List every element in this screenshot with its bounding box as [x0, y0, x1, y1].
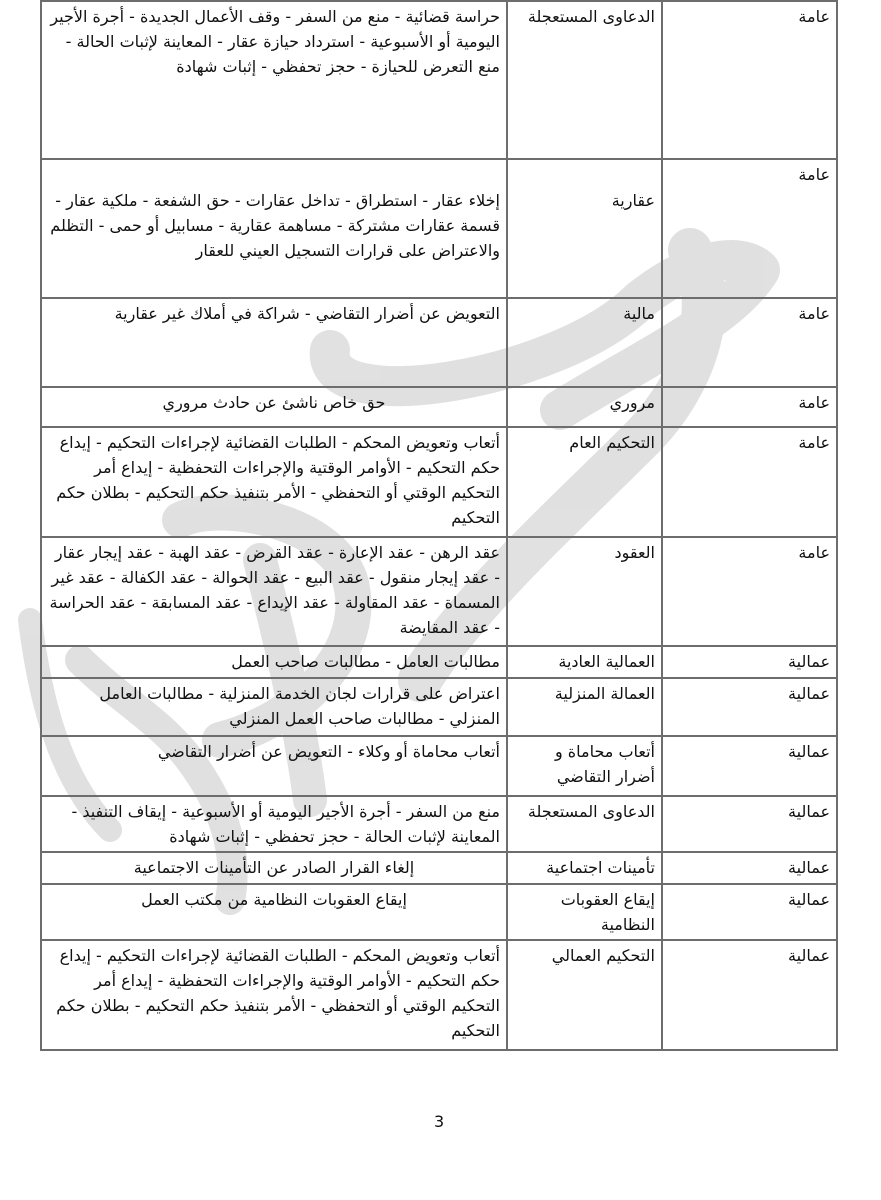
row-category: الدعاوى المستعجلة: [507, 1, 662, 159]
row-type: عمالية: [662, 852, 837, 884]
row-type: عامة: [662, 298, 837, 387]
table-row: [41, 1, 837, 159]
row-category: تأمينات اجتماعية: [507, 852, 662, 884]
row-type: عامة: [662, 1, 837, 159]
table-row: [41, 884, 837, 940]
table-row: [41, 298, 837, 387]
table-row: [41, 678, 837, 736]
row-type: عمالية: [662, 796, 837, 852]
row-description: إيقاع العقوبات النظامية من مكتب العمل: [41, 884, 507, 940]
row-category: التحكيم العام: [507, 427, 662, 537]
row-category: إيقاع العقوبات النظامية: [507, 884, 662, 940]
row-type: عامة: [662, 537, 837, 646]
row-category: التحكيم العمالي: [507, 940, 662, 1050]
row-type: عمالية: [662, 736, 837, 796]
table-row: [41, 736, 837, 796]
row-category: العمالة المنزلية: [507, 678, 662, 736]
row-category: العقود: [507, 537, 662, 646]
table-row: [41, 427, 837, 537]
row-description: التعويض عن أضرار التقاضي - شراكة في أملاك غير عقارية: [41, 298, 507, 387]
row-description: أتعاب وتعويض المحكم - الطلبات القضائية لإجراءات التحكيم - إيداع حكم التحكيم - الأوامر الوقتية والإجراءات التحفظية - إيداع أمر التحكيم الوقتي أو التحفظي - الأمر بتنفيذ حكم التحكيم - بطلان حكم التحكيم: [41, 427, 507, 537]
table-row: [41, 852, 837, 884]
table-row: [41, 646, 837, 678]
row-description: أتعاب وتعويض المحكم - الطلبات القضائية لإجراءات التحكيم - إيداع حكم التحكيم - الأوامر الوقتية والإجراءات التحفظية - إيداع أمر التحكيم الوقتي أو التحفظي - الأمر بتنفيذ حكم التحكيم - بطلان حكم التحكيم: [41, 940, 507, 1050]
row-type: عمالية: [662, 646, 837, 678]
row-category: أتعاب محاماة و أضرار التقاضي: [507, 736, 662, 796]
case-types-table: [40, 0, 838, 1051]
row-category: العمالية العادية: [507, 646, 662, 678]
row-description: اعتراض على قرارات لجان الخدمة المنزلية - مطالبات العامل المنزلي - مطالبات صاحب العمل المنزلي: [41, 678, 507, 736]
row-category: مروري: [507, 387, 662, 427]
row-type: عامة: [662, 427, 837, 537]
table-row: [41, 387, 837, 427]
row-category: الدعاوى المستعجلة: [507, 796, 662, 852]
row-category: مالية: [507, 298, 662, 387]
table-row: [41, 940, 837, 1050]
row-type: عامة: [662, 387, 837, 427]
table-row: [41, 159, 837, 298]
table-row: [41, 537, 837, 646]
table-row: [41, 796, 837, 852]
row-description: أتعاب محاماة أو وكلاء - التعويض عن أضرار التقاضي: [41, 736, 507, 796]
row-description: حق خاص ناشئ عن حادث مروري: [41, 387, 507, 427]
row-description: حراسة قضائية - منع من السفر - وقف الأعمال الجديدة - أجرة الأجير اليومية أو الأسبوعية - استرداد حيازة عقار - المعاينة لإثبات الحالة - منع التعرض للحيازة - حجز تحفظي - إثبات شهادة: [41, 1, 507, 159]
row-description: إخلاء عقار - استطراق - تداخل عقارات - حق الشفعة - ملكية عقار - قسمة عقارات مشتركة - مساهمة عقارية - مسابيل أو حمى - التظلم والاعتراض على قرارات التسجيل العيني للعقار: [41, 159, 507, 298]
row-description: منع من السفر - أجرة الأجير اليومية أو الأسبوعية - إيقاف التنفيذ - المعاينة لإثبات الحالة - حجز تحفظي - إثبات شهادة: [41, 796, 507, 852]
row-description: إلغاء القرار الصادر عن التأمينات الاجتماعية: [41, 852, 507, 884]
row-type: عمالية: [662, 884, 837, 940]
row-type: عمالية: [662, 678, 837, 736]
row-description: مطالبات العامل - مطالبات صاحب العمل: [41, 646, 507, 678]
row-type: عامة: [662, 159, 837, 298]
row-type: عمالية: [662, 940, 837, 1050]
row-description: عقد الرهن - عقد الإعارة - عقد القرض - عقد الهبة - عقد إيجار عقار - عقد إيجار منقول - عقد البيع - عقد الحوالة - عقد الكفالة - عقد غير المسماة - عقد المقاولة - عقد الإيداع - عقد المسابقة - عقد الحراسة - عقد المقايضة: [41, 537, 507, 646]
page-number: 3: [434, 1112, 445, 1131]
row-category: عقارية: [507, 159, 662, 298]
